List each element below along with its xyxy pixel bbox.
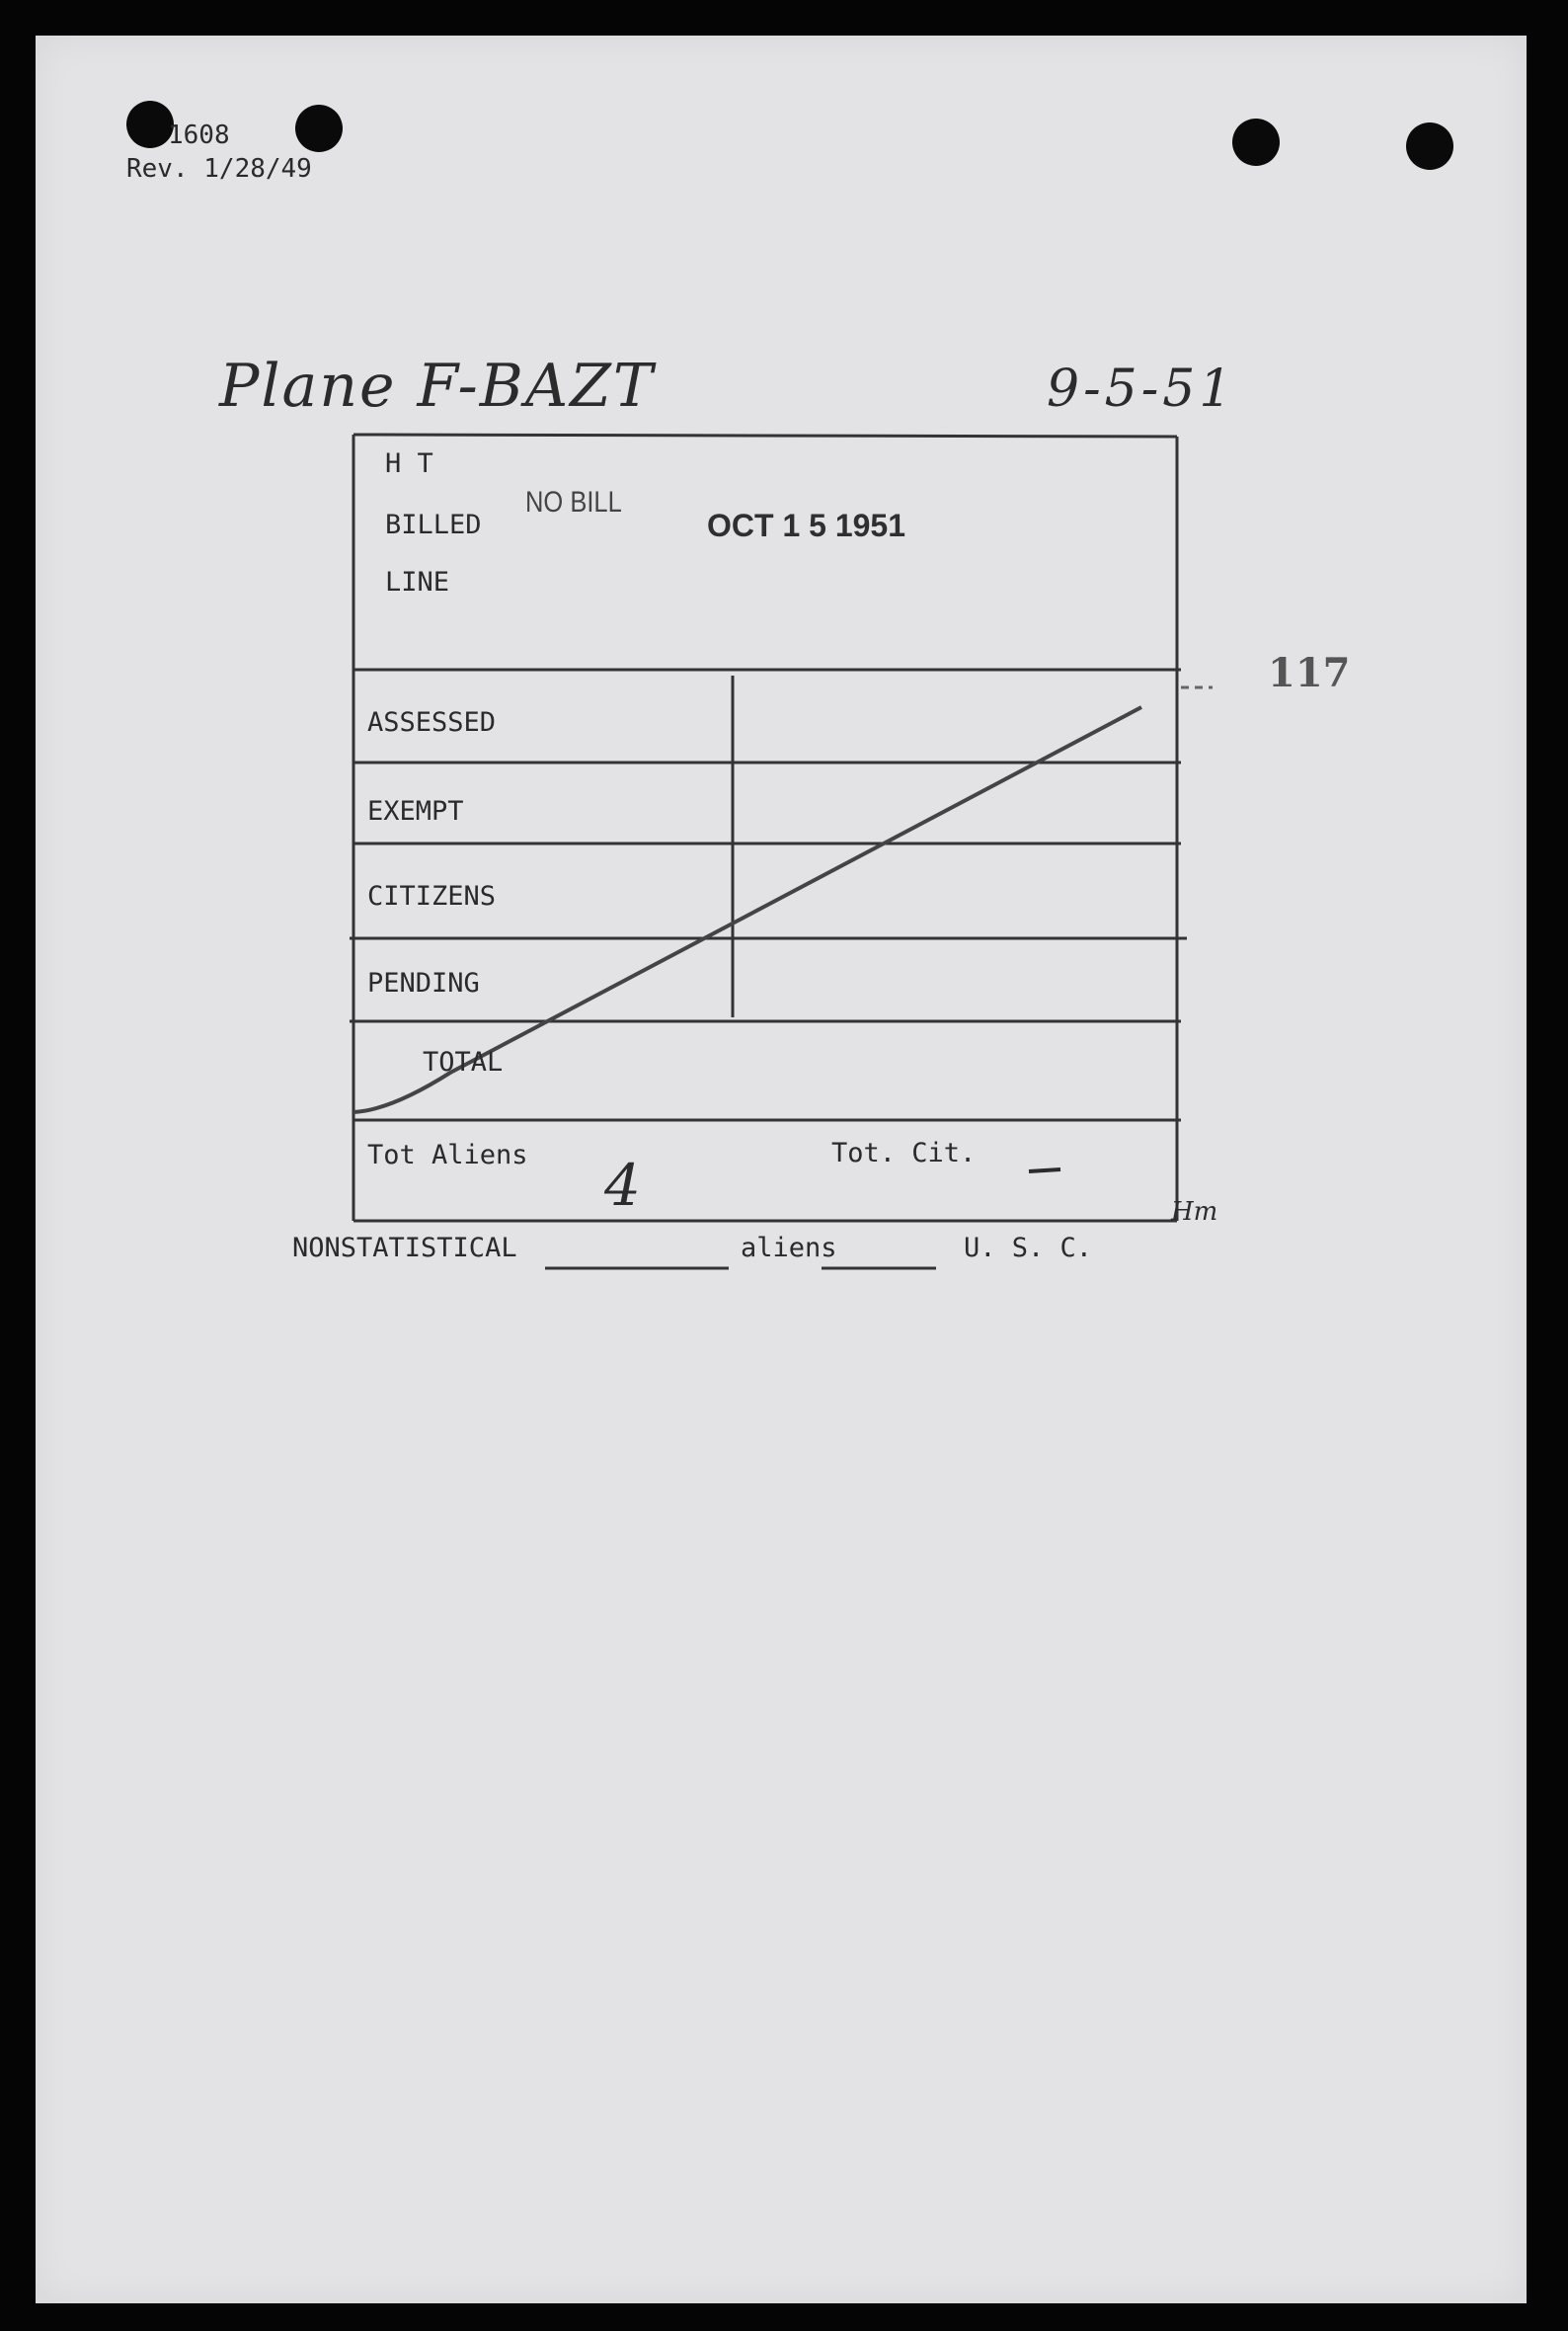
form-number: 1608 <box>168 121 230 150</box>
aliens-label: aliens <box>741 1233 837 1263</box>
billed-label: BILLED <box>385 510 482 540</box>
row-label-pending: PENDING <box>367 968 480 999</box>
plane-identifier: Plane F-BAZT <box>219 352 655 421</box>
nonstatistical-label: NONSTATISTICAL <box>292 1233 517 1263</box>
tot-cit-dash <box>1029 1169 1060 1171</box>
tot-aliens-value: 4 <box>604 1152 641 1219</box>
total-label: TOTAL <box>423 1047 504 1078</box>
handwritten-date: 9-5-51 <box>1047 360 1236 419</box>
row-label-exempt: EXEMPT <box>367 796 464 827</box>
grid-line <box>353 435 1177 437</box>
usc-label: U. S. C. <box>964 1233 1093 1263</box>
tot-cit-label: Tot. Cit. <box>831 1138 977 1168</box>
document-page <box>36 36 1527 2303</box>
handwritten-initials: Hm <box>1171 1197 1218 1227</box>
ht-label: H T <box>385 448 433 479</box>
no-bill-stamp: NO BILL <box>525 486 622 519</box>
line-label: LINE <box>385 567 450 598</box>
date-stamp: OCT 1 5 1951 <box>707 508 905 543</box>
row-label-assessed: ASSESSED <box>367 707 497 738</box>
form-revision: Rev. 1/28/49 <box>126 154 312 184</box>
page-number-stamp: 117 <box>1268 650 1351 696</box>
row-label-citizens: CITIZENS <box>367 881 497 912</box>
tot-aliens-label: Tot Aliens <box>367 1140 528 1170</box>
